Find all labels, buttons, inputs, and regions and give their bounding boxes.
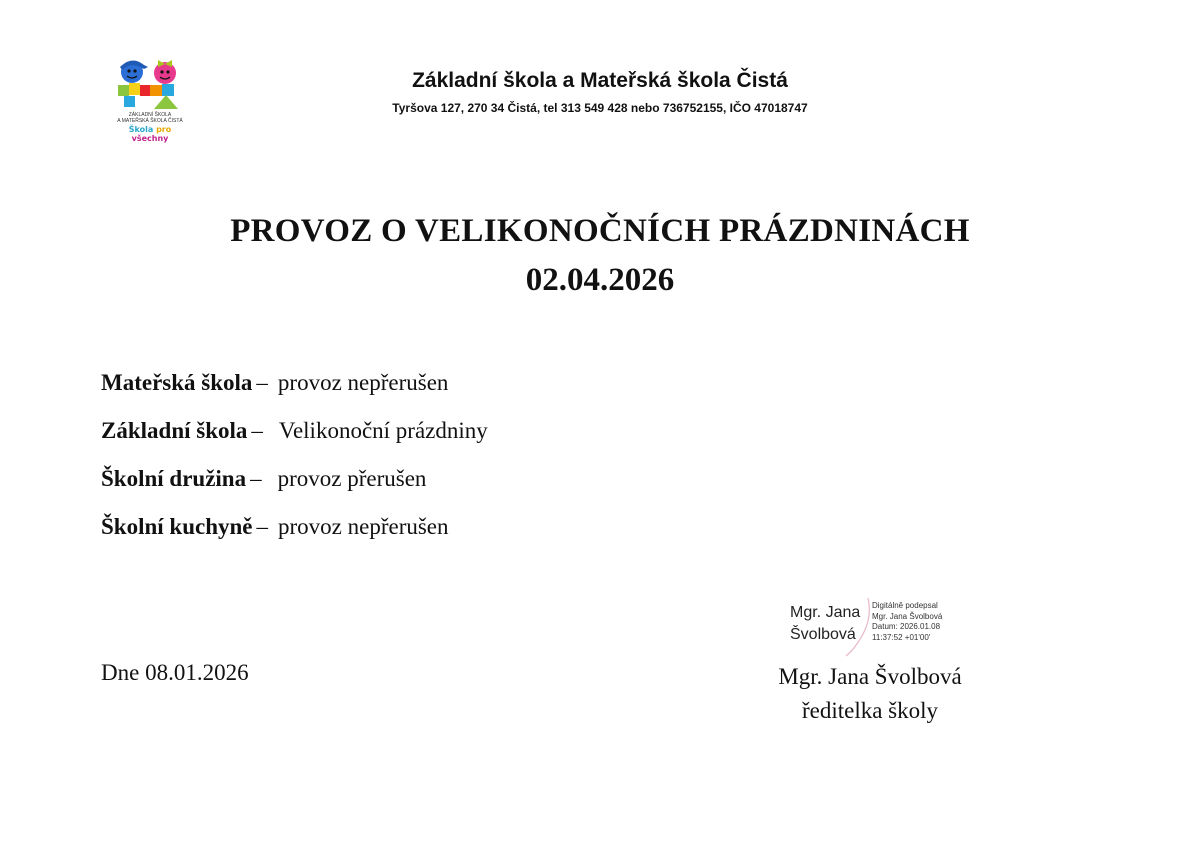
logo-caption-line2: A MATEŘSKÁ ŠKOLA ČISTÁ xyxy=(117,118,183,124)
operation-list xyxy=(101,370,488,562)
tagline-part-3: všechny xyxy=(131,134,169,143)
issued-date: Dne 08.01.2026 xyxy=(101,660,249,685)
signature-detail-line4: 11:37:52 +01'00' xyxy=(872,632,931,642)
school-logo xyxy=(110,55,190,143)
signature-detail-line1: Digitálně podepsal xyxy=(872,601,938,610)
signer-block xyxy=(740,660,1000,728)
list-item xyxy=(101,370,488,418)
item-dash: – xyxy=(256,514,268,539)
document-date: 02.04.2026 xyxy=(525,262,675,298)
logo-caption-line1: ZÁKLADNÍ ŠKOLA xyxy=(128,112,172,118)
list-item xyxy=(101,514,488,562)
school-name: Základní škola a Mateřská škola Čistá xyxy=(412,69,788,92)
item-dash: – xyxy=(251,418,263,443)
signature-name xyxy=(790,602,860,646)
tagline-part-2: pro xyxy=(156,125,172,134)
item-label: Základní škola xyxy=(101,418,248,443)
document-title: PROVOZ O VELIKONOČNÍCH PRÁZDNINÁCH xyxy=(230,213,970,249)
digital-signature[interactable] xyxy=(790,598,970,658)
item-value: provoz přerušen xyxy=(277,466,427,491)
list-item xyxy=(101,418,488,466)
item-value: provoz nepřerušen xyxy=(277,370,449,395)
school-logo-children-icon xyxy=(110,55,190,111)
signature-name-line2: Švolbová xyxy=(790,626,856,643)
item-label: Mateřská škola xyxy=(101,370,253,395)
logo-caption xyxy=(110,112,190,124)
signature-name-line1: Mgr. Jana xyxy=(790,604,861,621)
school-address: Tyršova 127, 270 34 Čistá, tel 313 549 428 nebo 736752155, IČO 47018747 xyxy=(392,101,808,115)
signer-name: Mgr. Jana Švolbová xyxy=(778,664,962,689)
item-dash: – xyxy=(250,466,262,491)
signature-detail-line3: Datum: 2026.01.08 xyxy=(872,622,941,631)
logo-tagline xyxy=(110,125,190,143)
item-dash: – xyxy=(256,370,268,395)
item-label: Školní kuchyně xyxy=(101,514,253,539)
item-value: Velikonoční prázdniny xyxy=(278,418,488,443)
signature-details xyxy=(872,601,942,643)
tagline-part-1: Škola xyxy=(128,125,157,134)
signer-role: ředitelka školy xyxy=(801,698,939,723)
list-item xyxy=(101,466,488,514)
item-value: provoz nepřerušen xyxy=(278,514,449,539)
item-label: Školní družina xyxy=(101,466,247,491)
signature-detail-line2: Mgr. Jana Švolbová xyxy=(872,611,943,621)
